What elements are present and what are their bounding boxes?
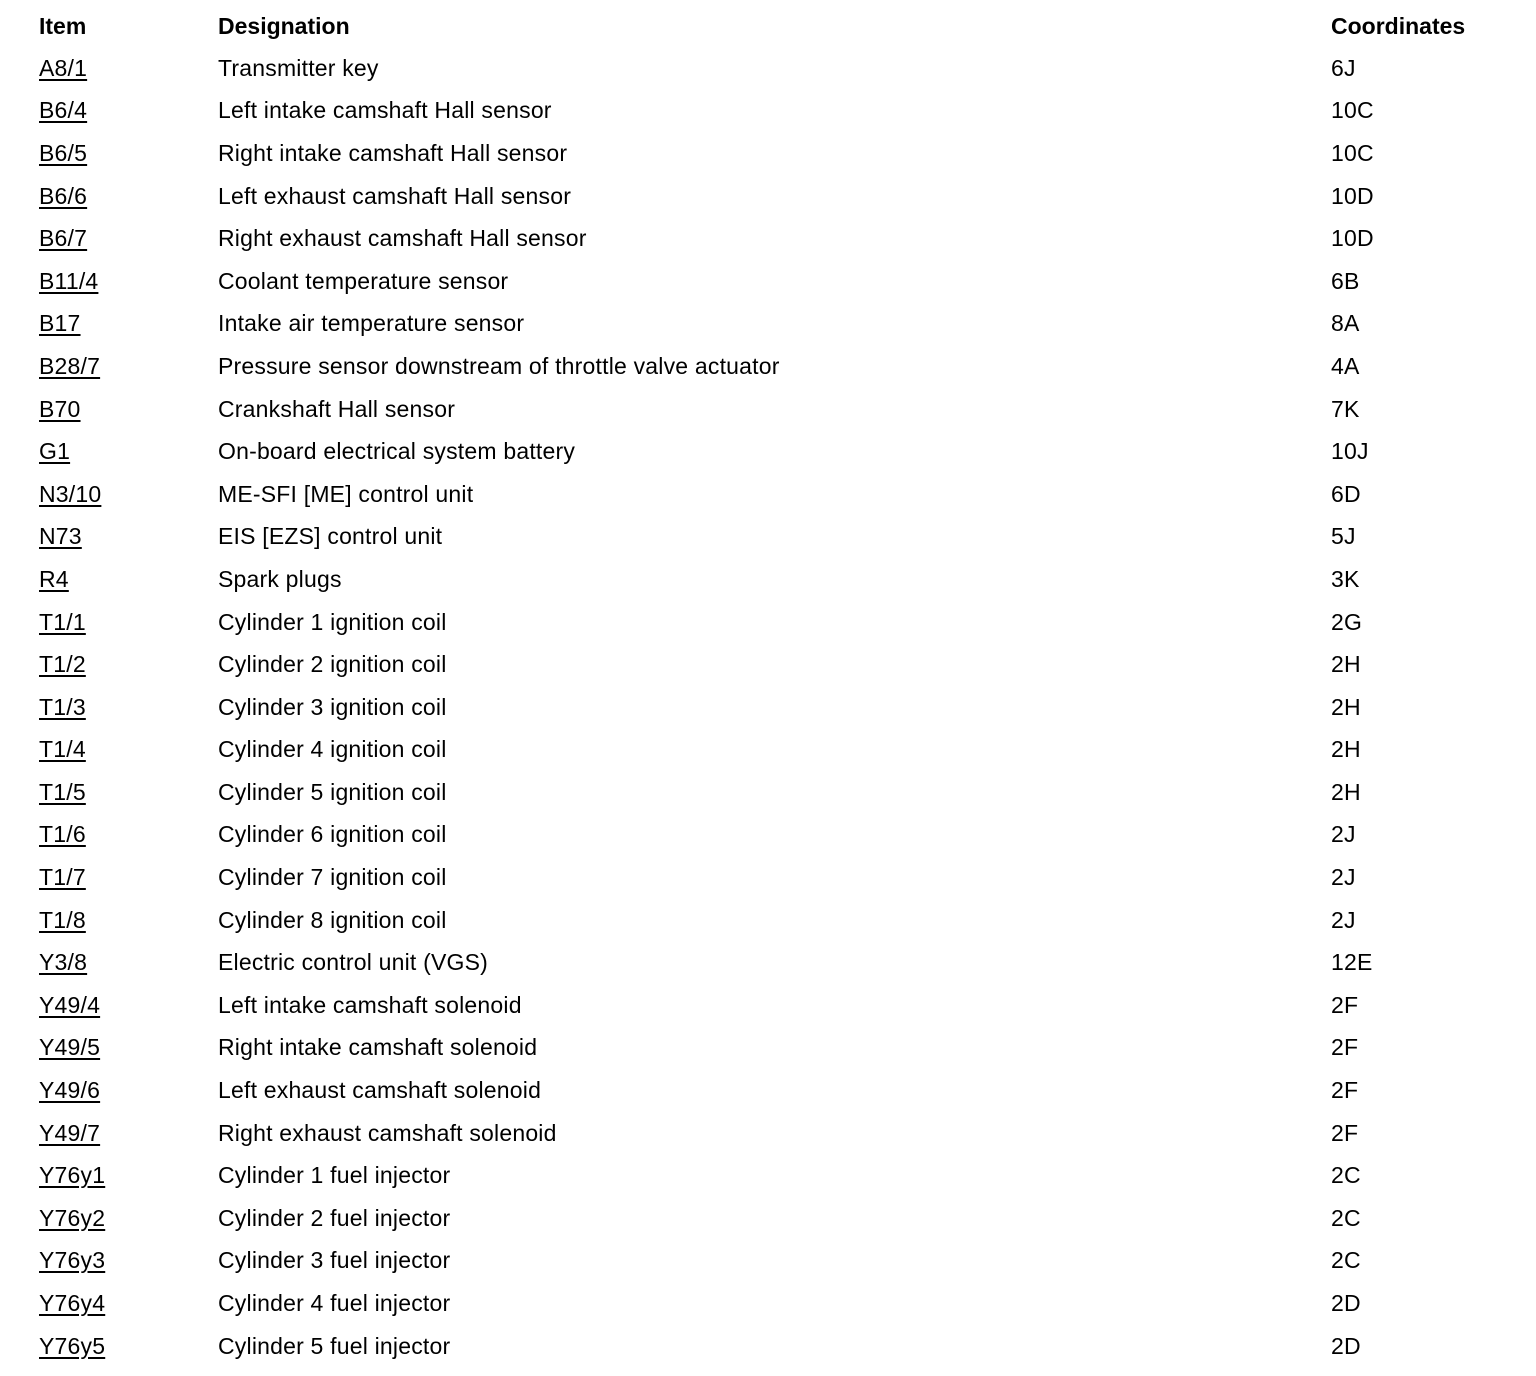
designation-cell: Crankshaft Hall sensor — [218, 395, 456, 422]
designation-cell: Cylinder 4 fuel injector — [218, 1290, 451, 1317]
table-row — [39, 1069, 1511, 1112]
coordinates-cell: 3K — [1331, 565, 1360, 592]
table-row — [39, 473, 1511, 516]
coordinates-cell: 12E — [1331, 949, 1373, 976]
item-link[interactable]: T1/7 — [39, 864, 86, 891]
designation-cell: Cylinder 7 ignition coil — [218, 864, 447, 891]
designation-cell: Cylinder 5 fuel injector — [218, 1332, 451, 1359]
coordinates-cell: 6B — [1331, 267, 1360, 294]
item-cell — [39, 1282, 218, 1325]
designation-cell: Cylinder 6 ignition coil — [218, 821, 447, 848]
coordinates-cell: 2J — [1331, 864, 1356, 891]
designation-cell: Left intake camshaft solenoid — [218, 991, 522, 1018]
table-row — [39, 303, 1511, 346]
item-cell — [39, 175, 218, 218]
coordinates-cell: 10D — [1331, 225, 1374, 252]
item-cell — [39, 558, 218, 601]
item-cell — [39, 771, 218, 814]
item-cell — [39, 345, 218, 388]
item-cell — [39, 473, 218, 516]
item-cell — [39, 686, 218, 729]
table-row — [39, 1282, 1511, 1325]
item-link[interactable]: T1/2 — [39, 651, 86, 678]
table-row — [39, 260, 1511, 303]
item-link[interactable]: N3/10 — [39, 480, 102, 507]
coordinates-cell: 5J — [1331, 523, 1356, 550]
item-cell — [39, 1197, 218, 1240]
item-cell — [39, 388, 218, 431]
designation-cell: EIS [EZS] control unit — [218, 523, 443, 550]
item-cell — [39, 643, 218, 686]
item-cell — [39, 1027, 218, 1070]
item-cell — [39, 1069, 218, 1112]
item-link[interactable]: Y49/6 — [39, 1077, 101, 1104]
table-row — [39, 1325, 1511, 1368]
designation-cell: Left exhaust camshaft solenoid — [218, 1077, 542, 1104]
item-cell — [39, 814, 218, 857]
designation-cell: Cylinder 2 fuel injector — [218, 1204, 451, 1231]
item-cell — [39, 1112, 218, 1155]
item-link[interactable]: B6/7 — [39, 225, 88, 252]
designation-cell: Intake air temperature sensor — [218, 310, 525, 337]
item-link[interactable]: T1/3 — [39, 693, 86, 720]
item-cell — [39, 899, 218, 942]
item-cell — [39, 260, 218, 303]
item-cell — [39, 941, 218, 984]
table-row — [39, 601, 1511, 644]
table-row — [39, 771, 1511, 814]
designation-cell: Cylinder 4 ignition coil — [218, 736, 447, 763]
item-cell — [39, 856, 218, 899]
item-link[interactable]: T1/5 — [39, 778, 86, 805]
designation-cell: ME-SFI [ME] control unit — [218, 480, 474, 507]
table-row — [39, 814, 1511, 857]
coordinates-cell: 2J — [1331, 906, 1356, 933]
item-cell — [39, 47, 218, 90]
table-row — [39, 430, 1511, 473]
coordinates-cell: 6D — [1331, 480, 1361, 507]
designation-cell: Cylinder 3 ignition coil — [218, 693, 447, 720]
item-link[interactable]: B6/5 — [39, 139, 88, 166]
table-row — [39, 941, 1511, 984]
coordinates-cell: 2D — [1331, 1332, 1361, 1359]
item-cell — [39, 217, 218, 260]
table-row — [39, 984, 1511, 1027]
item-cell — [39, 1154, 218, 1197]
coordinates-cell: 2C — [1331, 1204, 1361, 1231]
item-link[interactable]: Y49/5 — [39, 1034, 101, 1061]
designation-cell: Right exhaust camshaft Hall sensor — [218, 225, 587, 252]
table-row — [39, 217, 1511, 260]
table-row — [39, 1154, 1511, 1197]
coordinates-cell: 2F — [1331, 1119, 1359, 1146]
item-cell — [39, 1240, 218, 1283]
designation-cell: Left exhaust camshaft Hall sensor — [218, 182, 572, 209]
item-cell — [39, 90, 218, 133]
item-cell — [39, 601, 218, 644]
table-row — [39, 132, 1511, 175]
coordinates-cell: 2H — [1331, 693, 1361, 720]
item-link[interactable]: Y76y1 — [39, 1162, 106, 1189]
item-cell — [39, 1325, 218, 1368]
item-link[interactable]: Y3/8 — [39, 949, 88, 976]
table-row — [39, 686, 1511, 729]
table-body — [39, 47, 1511, 1367]
table-row — [39, 729, 1511, 772]
item-link[interactable]: B11/4 — [39, 267, 99, 294]
designation-cell: Pressure sensor downstream of throttle valve actuator — [218, 352, 780, 379]
table-row — [39, 90, 1511, 133]
item-link[interactable]: T1/6 — [39, 821, 86, 848]
item-cell — [39, 430, 218, 473]
item-link[interactable]: R4 — [39, 565, 69, 592]
item-link[interactable]: A8/1 — [39, 54, 88, 81]
component-legend-table — [39, 5, 1511, 1367]
item-link[interactable]: N73 — [39, 523, 82, 550]
table-header-row — [39, 5, 1511, 47]
table-row — [39, 516, 1511, 559]
designation-cell: Cylinder 1 ignition coil — [218, 608, 447, 635]
item-link[interactable]: B6/6 — [39, 182, 88, 209]
header-coordinates: Coordinates — [1331, 12, 1466, 39]
coordinates-cell: 2H — [1331, 651, 1361, 678]
table-row — [39, 175, 1511, 218]
item-link[interactable]: Y76y5 — [39, 1332, 106, 1359]
table-row — [39, 1197, 1511, 1240]
designation-cell: Right exhaust camshaft solenoid — [218, 1119, 557, 1146]
table-row — [39, 899, 1511, 942]
table-row — [39, 558, 1511, 601]
item-cell — [39, 132, 218, 175]
table-row — [39, 856, 1511, 899]
coordinates-cell: 7K — [1331, 395, 1360, 422]
coordinates-cell: 8A — [1331, 310, 1360, 337]
item-cell — [39, 516, 218, 559]
header-item: Item — [39, 12, 87, 39]
coordinates-cell: 4A — [1331, 352, 1360, 379]
coordinates-cell: 2F — [1331, 1034, 1359, 1061]
item-cell — [39, 303, 218, 346]
item-link[interactable]: G1 — [39, 438, 71, 465]
designation-cell: Cylinder 5 ignition coil — [218, 778, 447, 805]
item-cell — [39, 729, 218, 772]
item-link[interactable]: T1/1 — [39, 608, 86, 635]
table-row — [39, 1027, 1511, 1070]
coordinates-cell: 2F — [1331, 1077, 1359, 1104]
designation-cell: Transmitter key — [218, 54, 379, 81]
table-row — [39, 1240, 1511, 1283]
designation-cell: Electric control unit (VGS) — [218, 949, 488, 976]
item-link[interactable]: T1/4 — [39, 736, 86, 763]
coordinates-cell: 2F — [1331, 991, 1359, 1018]
item-link[interactable]: B28/7 — [39, 352, 101, 379]
item-link[interactable]: B70 — [39, 395, 81, 422]
designation-cell: Cylinder 1 fuel injector — [218, 1162, 451, 1189]
item-link[interactable]: T1/8 — [39, 906, 86, 933]
designation-cell: Left intake camshaft Hall sensor — [218, 97, 552, 124]
item-link[interactable]: Y76y2 — [39, 1204, 106, 1231]
header-designation: Designation — [218, 12, 350, 39]
designation-cell: Spark plugs — [218, 565, 342, 592]
item-link[interactable]: B6/4 — [39, 97, 88, 124]
coordinates-cell: 2G — [1331, 608, 1363, 635]
item-link[interactable]: Y76y4 — [39, 1290, 106, 1317]
coordinates-cell: 10C — [1331, 139, 1374, 166]
table-row — [39, 643, 1511, 686]
item-link[interactable]: Y49/4 — [39, 991, 101, 1018]
coordinates-cell: 2J — [1331, 821, 1356, 848]
coordinates-cell: 2D — [1331, 1290, 1361, 1317]
coordinates-cell: 2C — [1331, 1162, 1361, 1189]
designation-cell: Right intake camshaft Hall sensor — [218, 139, 568, 166]
item-link[interactable]: Y76y3 — [39, 1247, 106, 1274]
coordinates-cell: 10C — [1331, 97, 1374, 124]
table-row — [39, 1112, 1511, 1155]
table-row — [39, 388, 1511, 431]
designation-cell: On-board electrical system battery — [218, 438, 576, 465]
table-row — [39, 345, 1511, 388]
coordinates-cell: 10D — [1331, 182, 1374, 209]
item-link[interactable]: B17 — [39, 310, 81, 337]
item-link[interactable]: Y49/7 — [39, 1119, 101, 1146]
coordinates-cell: 6J — [1331, 54, 1356, 81]
designation-cell: Coolant temperature sensor — [218, 267, 509, 294]
table-row — [39, 47, 1511, 90]
coordinates-cell: 2H — [1331, 736, 1361, 763]
item-cell — [39, 984, 218, 1027]
designation-cell: Cylinder 2 ignition coil — [218, 651, 447, 678]
coordinates-cell: 2H — [1331, 778, 1361, 805]
coordinates-cell: 10J — [1331, 438, 1369, 465]
designation-cell: Cylinder 3 fuel injector — [218, 1247, 451, 1274]
designation-cell: Right intake camshaft solenoid — [218, 1034, 538, 1061]
designation-cell: Cylinder 8 ignition coil — [218, 906, 447, 933]
coordinates-cell: 2C — [1331, 1247, 1361, 1274]
